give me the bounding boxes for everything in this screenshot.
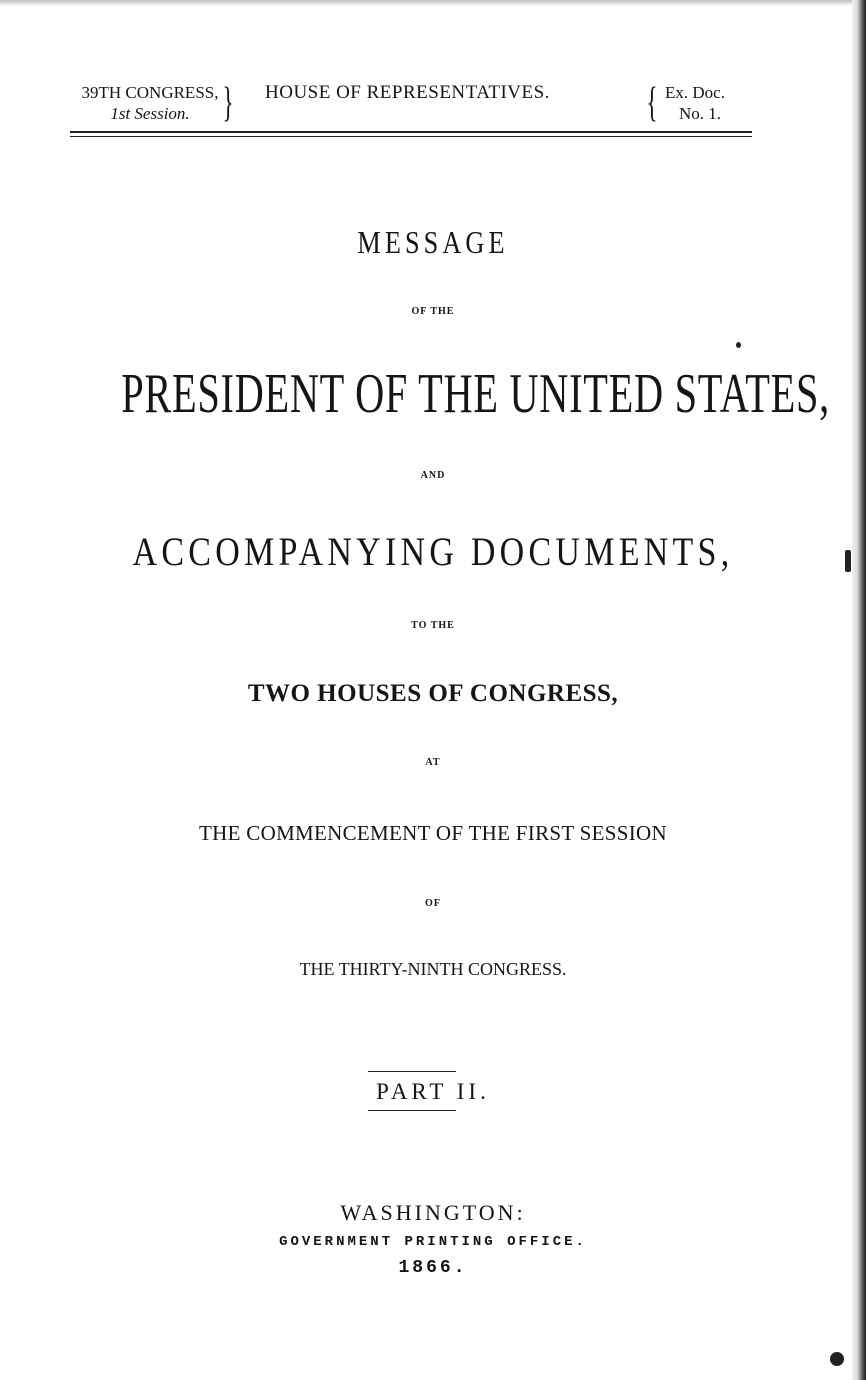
connector-of: OF (425, 898, 441, 909)
imprint-printer: GOVERNMENT PRINTING OFFICE. (279, 1234, 587, 1250)
session-label: 1st Session. (110, 104, 190, 123)
doc-number-label: No. 1. (679, 104, 722, 123)
ink-speck (845, 550, 851, 572)
congress-label: 39TH CONGRESS, (81, 83, 219, 102)
imprint-year: 1866. (398, 1258, 468, 1278)
header-rule-thick (70, 131, 752, 133)
title-message: MESSAGE (357, 224, 509, 260)
right-brace-icon: } (222, 80, 234, 126)
header-rule-thin (70, 136, 752, 137)
left-brace-icon: { (646, 80, 658, 126)
ink-speck (830, 1352, 844, 1366)
title-two-houses: TWO HOUSES OF CONGRESS, (247, 680, 619, 707)
congress-session-block (70, 82, 230, 124)
document-number-block (665, 82, 755, 124)
connector-at: AT (425, 757, 441, 768)
document-header (70, 82, 752, 128)
ink-speck (736, 342, 741, 348)
connector-and: AND (420, 470, 446, 481)
imprint-place: WASHINGTON: (340, 1200, 526, 1225)
title-thirty-ninth-congress: THE THIRTY-NINTH CONGRESS. (299, 959, 567, 979)
doc-type-label: Ex. Doc. (665, 83, 725, 102)
part-label: PART II. (376, 1079, 490, 1104)
page-top-edge (0, 0, 866, 6)
part-rule-bottom (368, 1110, 456, 1111)
connector-of-the: OF THE (411, 306, 455, 317)
part-rule-top (368, 1071, 456, 1072)
title-accompanying-documents: ACCOMPANYING DOCUMENTS, (132, 529, 734, 574)
chamber-label: HOUSE OF REPRESENTATIVES. (265, 82, 550, 103)
title-commencement: THE COMMENCEMENT OF THE FIRST SESSION (199, 821, 667, 845)
connector-to-the: TO THE (411, 620, 455, 631)
title-president: PRESIDENT OF THE UNITED STATES, (121, 363, 830, 425)
